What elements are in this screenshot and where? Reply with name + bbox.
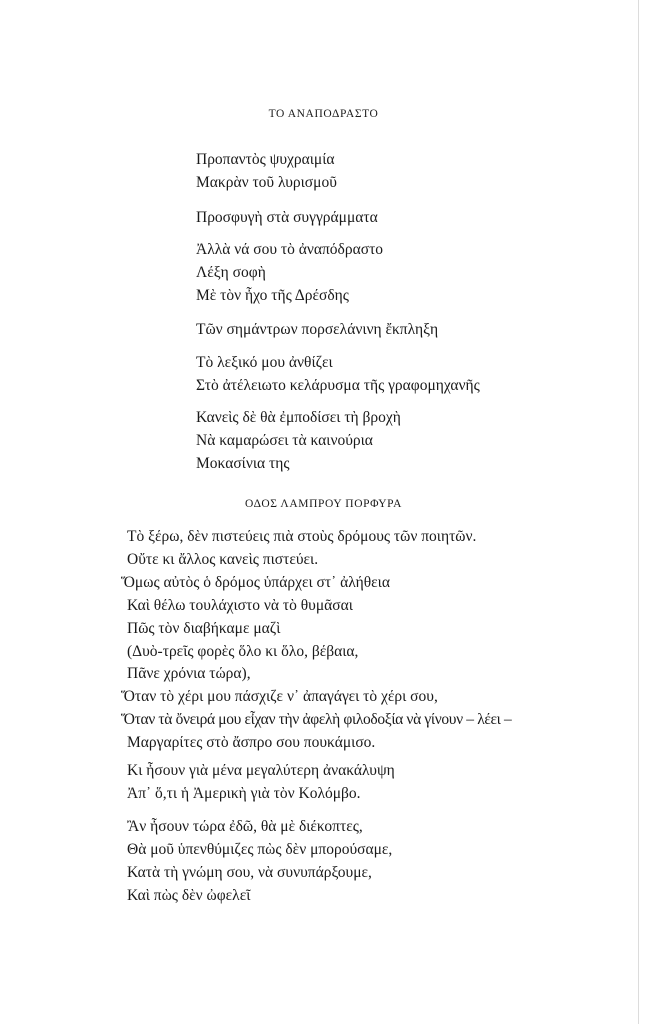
poem-title-odos-lamprou-porfyra: ΟΔΟΣ ΛΑΜΠΡΟΥ ΠΟΡΦΥΡΑ <box>244 498 402 510</box>
poem1-stanza-2 <box>196 206 378 229</box>
poem1-stanza-5 <box>196 351 480 397</box>
poem-line: Ἀλλὰ νά σου τὸ ἀναπόδραστο <box>196 241 384 258</box>
poem-line: Οὔτε κι ἄλλος κανεὶς πιστεύει. <box>127 550 319 568</box>
poem-line: Μὲ τὸν ἦχο τῆς Δρέσδης <box>196 287 349 304</box>
poem-line: Ἀπ᾽ ὅ,τι ἡ Ἀμερικὴ γιὰ τὸν Κολόμβο. <box>127 784 361 802</box>
poem-line: Κανεὶς δὲ θὰ ἐμποδίσει τὴ βροχὴ <box>196 409 401 426</box>
poem-line: Τῶν σημάντρων πορσελάνινη ἔκπληξη <box>196 321 439 338</box>
poem-line: Καὶ θέλω τουλάχιστο νὰ τὸ θυμᾶσαι <box>127 596 353 614</box>
poem-title-anapodrasto: ΤΟ ΑΝΑΠΟΔΡΑΣΤΟ <box>268 108 379 120</box>
poem-line: Καὶ πὼς δὲν ὠφελεῖ <box>127 886 251 904</box>
poem-line: Μοκασίνια της <box>196 455 290 472</box>
page-edge-divider <box>638 0 639 1024</box>
poem-line: Ὅταν τὸ χέρι μου πάσχιζε ν᾽ ἀπαγάγει τὸ χέρι σου, <box>121 688 438 706</box>
poem-line: Πῶς τὸν διαβήκαμε μαζὶ <box>127 619 281 637</box>
poem-line: Μαργαρίτες στὸ ἄσπρο σου πουκάμισο. <box>127 734 376 752</box>
poem-line: Κατὰ τὴ γνώμη σου, νὰ συνυπάρξουμε, <box>127 863 372 881</box>
poem-line: Τὸ λεξικό μου ἀνθίζει <box>196 354 333 371</box>
poem-line: (Δυὸ-τρεῖς φορὲς ὅλο κι ὅλο, βέβαια, <box>127 642 359 660</box>
poem2-stanza-1 <box>121 526 512 755</box>
poem-line: Ἂν ἦσουν τώρα ἐδῶ, θὰ μὲ διέκοπτες, <box>127 818 363 835</box>
poem-line: Πᾶνε χρόνια τώρα), <box>127 665 251 683</box>
poem-line: Τὸ ξέρω, δὲν πιστεύεις πιὰ στοὺς δρόμους τῶν ποιητῶν. <box>127 528 477 545</box>
poem2-stanza-3 <box>127 816 392 908</box>
poem-line: Στὸ ἀτέλειωτο κελάρυσμα τῆς γραφομηχανῆς <box>196 377 480 394</box>
poem-line: Μακρὰν τοῦ λυρισμοῦ <box>196 174 337 191</box>
poem1-stanza-1 <box>196 148 337 194</box>
poem2-stanza-2 <box>127 760 395 806</box>
poem1-stanza-3 <box>196 238 383 307</box>
poem-line: Προπαντὸς ψυχραιμία <box>196 151 335 168</box>
poem-line: Λέξη σοφὴ <box>196 264 266 281</box>
poem-line: Κι ἦσουν γιὰ μένα μεγαλύτερη ἀνακάλυψη <box>127 762 395 779</box>
poem-line: Θὰ μοῦ ὑπενθύμιζες πὼς δὲν μπορούσαμε, <box>127 840 393 858</box>
poem1-stanza-4 <box>196 318 438 341</box>
poem-line: Προσφυγὴ στὰ συγγράμματα <box>196 209 378 226</box>
poem1-stanza-6 <box>196 406 401 475</box>
poem-line: Ὅταν τὰ ὄνειρά μου εἶχαν τὴν ἀφελὴ φιλοδοξία νὰ γίνουν – λέει – <box>121 711 512 729</box>
poem-line: Νὰ καμαρώσει τὰ καινούρια <box>196 432 373 449</box>
poem-line: Ὅμως αὐτὸς ὁ δρόμος ὑπάρχει στ᾽ ἀλήθεια <box>121 573 390 591</box>
